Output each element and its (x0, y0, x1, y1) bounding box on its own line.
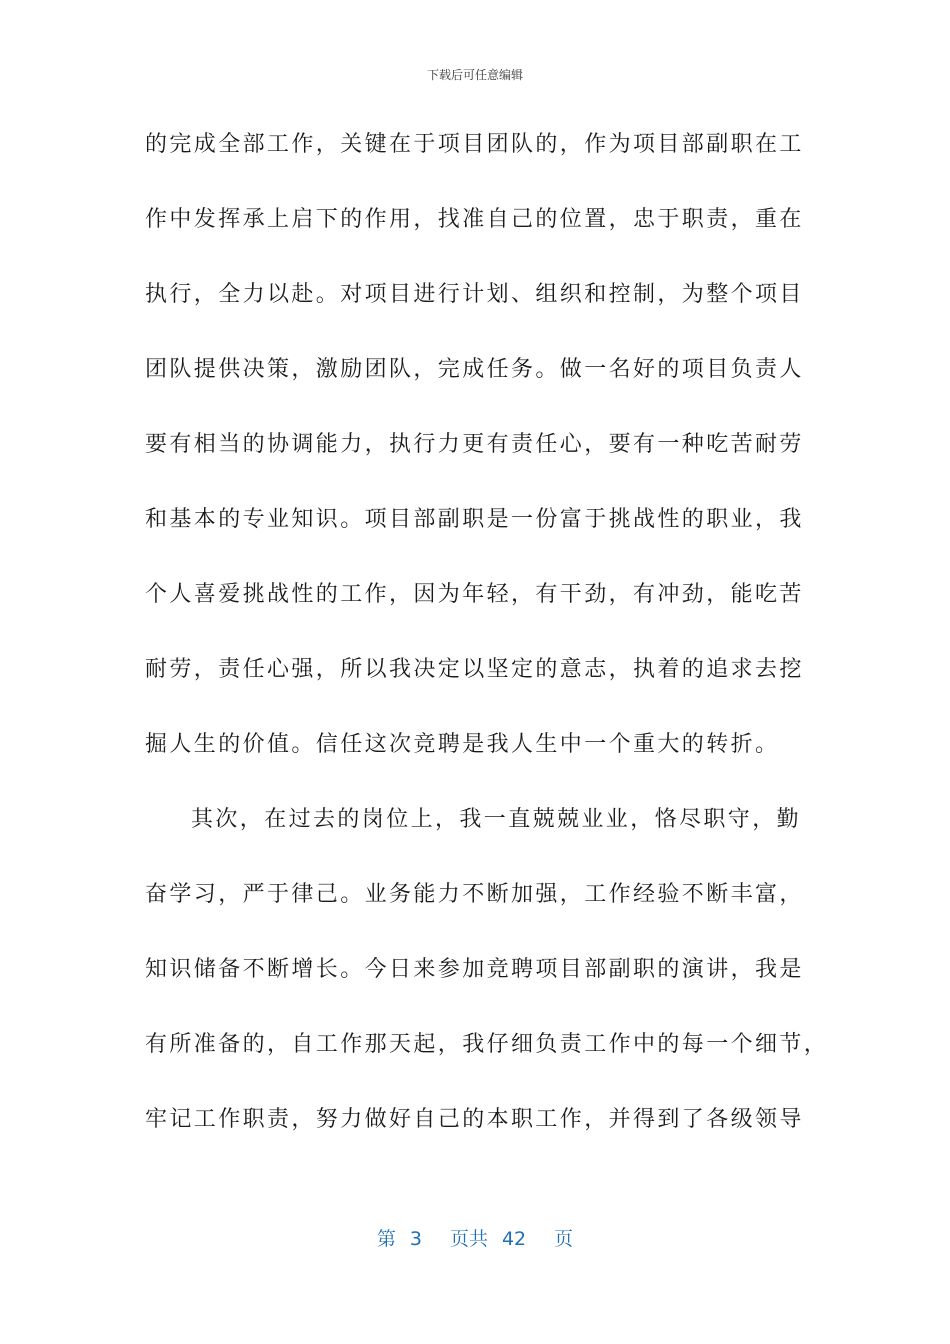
footer-middle: 页共 (449, 1228, 488, 1250)
text-line: 执行，全力以赴。对项目进行计划、组织和控制，为整个项目 (145, 282, 804, 307)
text-line: 知识储备不断增长。今日来参加竞聘项目部副职的演讲，我是 (145, 957, 804, 982)
current-page-number: 3 (409, 1228, 422, 1250)
page-number-footer (0, 1224, 950, 1251)
text-line: 有所准备的，自工作那天起，我仔细负责工作中的每一个细节， (145, 1032, 829, 1057)
text-line: 个人喜爱挑战性的工作，因为年轻，有干劲，有冲劲，能吃苦 (145, 582, 804, 607)
total-page-count: 42 (501, 1228, 527, 1250)
text-line: 的完成全部工作，关键在于项目团队的，作为项目部副职在工 (145, 132, 804, 157)
text-line: 要有相当的协调能力，执行力更有责任心，要有一种吃苦耐劳 (145, 432, 804, 457)
text-line: 奋学习，严于律己。业务能力不断加强，工作经验不断丰富， (145, 882, 804, 907)
text-line: 牢记工作职责，努力做好自己的本职工作，并得到了各级领导 (145, 1107, 804, 1132)
footer-prefix: 第 (376, 1228, 396, 1250)
text-line: 作中发挥承上启下的作用，找准自己的位置，忠于职责，重在 (145, 207, 804, 232)
text-line: 和基本的专业知识。项目部副职是一份富于挑战性的职业，我 (145, 507, 804, 532)
document-body (145, 123, 829, 1173)
paragraph-start-line: 其次，在过去的岗位上，我一直兢兢业业，恪尽职守，勤 (191, 807, 802, 832)
footer-suffix: 页 (554, 1228, 574, 1250)
text-line: 掘人生的价值。信任这次竞聘是我人生中一个重大的转折。 (145, 732, 780, 757)
page-header-note: 下载后可任意编辑 (426, 68, 523, 82)
text-line: 团队提供决策，激励团队，完成任务。做一名好的项目负责人 (145, 357, 804, 382)
text-line: 耐劳，责任心强，所以我决定以坚定的意志，执着的追求去挖 (145, 657, 804, 682)
